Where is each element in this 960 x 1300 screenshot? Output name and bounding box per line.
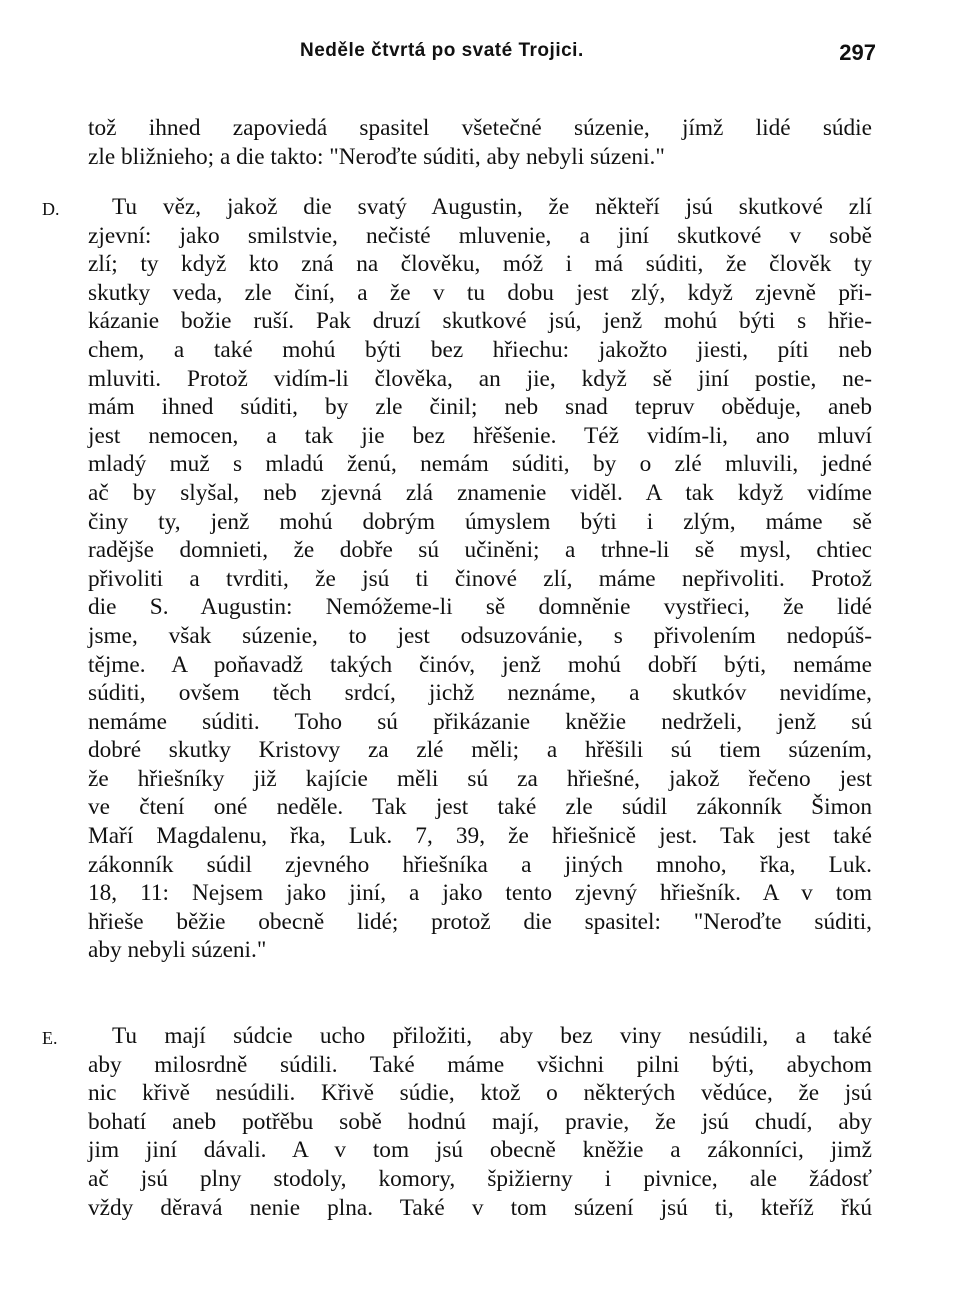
page-number: 297 bbox=[839, 40, 876, 65]
text-line: že hřiešníky již kajície měli sú za hřiešné, jakož řečeno jest bbox=[88, 765, 872, 792]
text-line: jsme, však súzenie, to jest odsuzovánie, s přivolením nedopúš- bbox=[88, 622, 872, 649]
section-d-paragraph bbox=[88, 193, 872, 965]
text-line: mám ihned súditi, by zle činil; neb snad tepruv oběduje, aneb bbox=[88, 394, 872, 421]
text-line: dobré skutky Kristovy za zlé měli; a hřěšili sú tiem súzením, bbox=[88, 737, 872, 764]
text-line: Maří Magdalenu, řka, Luk. 7, 39, že hřiešnicě jest. Tak jest také bbox=[88, 823, 872, 850]
text-line: nemáme súditi. Toho sú přikázanie kněžie nedrželi, jenž sú bbox=[88, 708, 872, 735]
running-title: Neděle čtvrtá po svaté Trojici. bbox=[300, 40, 584, 61]
text-line: ve čtení oné neděle. Tak jest také zle súdil zákonník Šimon bbox=[88, 794, 872, 821]
text-line: jim jiní dávali. A v tom jsú obecně kněžie a zákonníci, jimž bbox=[88, 1137, 872, 1164]
section-marker-e: E. bbox=[42, 1028, 58, 1048]
text-line: vždy děravá nenie plna. Také v tom súzení jsú ti, kteříž řkú bbox=[88, 1194, 872, 1221]
text-line: aby milosrdně súdili. Také máme všichni pilni býti, abychom bbox=[88, 1051, 872, 1078]
text-line: bohatí aneb potřěbu sobě hodnú mají, pravie, že jsú chudí, aby bbox=[88, 1108, 872, 1135]
text-line: nic křivě nesúdili. Křivě súdie, ktož o některých vědúce, že jsú bbox=[88, 1080, 872, 1107]
text-line: radějše domnieti, že dobře sú učiněni; a trhne-li sě mysl, chtiec bbox=[88, 537, 872, 564]
text-line: tož ihned zapoviedá spasitel všetečné súzenie, jímž lidé súdie bbox=[88, 115, 872, 141]
text-line: skutky veda, zle činí, a že v tu dobu jest zlý, když zjevně při- bbox=[88, 279, 872, 306]
text-line: súditi, ovšem těch srdcí, jichž neznáme, a skutkóv nevidíme, bbox=[88, 680, 872, 707]
text-line: Tu mají súdcie ucho přiložiti, aby bez viny nesúdili, a také bbox=[112, 1023, 872, 1049]
text-line: die S. Augustin: Nemóžeme-li sě domněnie vystřieci, že lidé bbox=[88, 594, 872, 621]
text-line: Tu věz, jakož die svatý Augustin, že někteří jsú skutkové zlí bbox=[112, 194, 872, 220]
text-line: 18, 11: Nejsem jako jiní, a jako tento zjevný hřiešník. A v tom bbox=[88, 880, 872, 907]
text-line: kázanie božie ruší. Pak druzí skutkové jsú, jenž mohú býti s hřie- bbox=[88, 308, 872, 335]
text-line: zle bližnieho; a die takto: "Neroďte súditi, aby nebyli súzeni." bbox=[88, 143, 665, 170]
text-line: přivoliti a tvrditi, že jsú ti činové zlí, máme nepřivoliti. Protož bbox=[88, 565, 872, 592]
text-line: ač by slyšal, neb zjevná zlá znamenie viděl. A tak když vidíme bbox=[88, 479, 872, 506]
intro-paragraph bbox=[88, 114, 872, 171]
text-line: zjevní: jako smilstvie, nečisté mluvenie, a jiní skutkové v sobě bbox=[88, 222, 872, 249]
text-line: mluviti. Protož vidím-li člověka, an jie, když sě jiní postie, ne- bbox=[88, 365, 872, 392]
text-line: chem, a také mohú býti bez hřiechu: jakožto jiesti, píti neb bbox=[88, 336, 872, 363]
text-line: mladý muž s mladú ženú, nemám súditi, by o zlé mluvili, jedné bbox=[88, 451, 872, 478]
text-line: zlí; ty když kto zná na člověku, móž i má súditi, že člověk ty bbox=[88, 251, 872, 278]
section-marker-d: D. bbox=[42, 199, 60, 219]
text-line: činy ty, jenž mohú dobrým úmyslem býti i zlým, máme sě bbox=[88, 508, 872, 535]
text-line: zákonník súdil zjevného hřiešníka a jiných mnoho, řka, Luk. bbox=[88, 851, 872, 878]
text-line: ač jsú plny stodoly, komory, špižierny i pivnice, ale žádosť bbox=[88, 1165, 872, 1192]
text-line: hřieše běžie obecně lidé; protož die spasitel: "Neroďte súditi, bbox=[88, 908, 872, 935]
text-line: tějme. A poňavadž takých činóv, jenž mohú dobří býti, nemáme bbox=[88, 651, 872, 678]
text-line: jest nemocen, a tak jie bez hřěšenie. Též vidím-li, ano mluví bbox=[88, 422, 872, 449]
text-line: aby nebyli súzeni." bbox=[88, 937, 267, 964]
section-e-paragraph bbox=[88, 1022, 872, 1222]
